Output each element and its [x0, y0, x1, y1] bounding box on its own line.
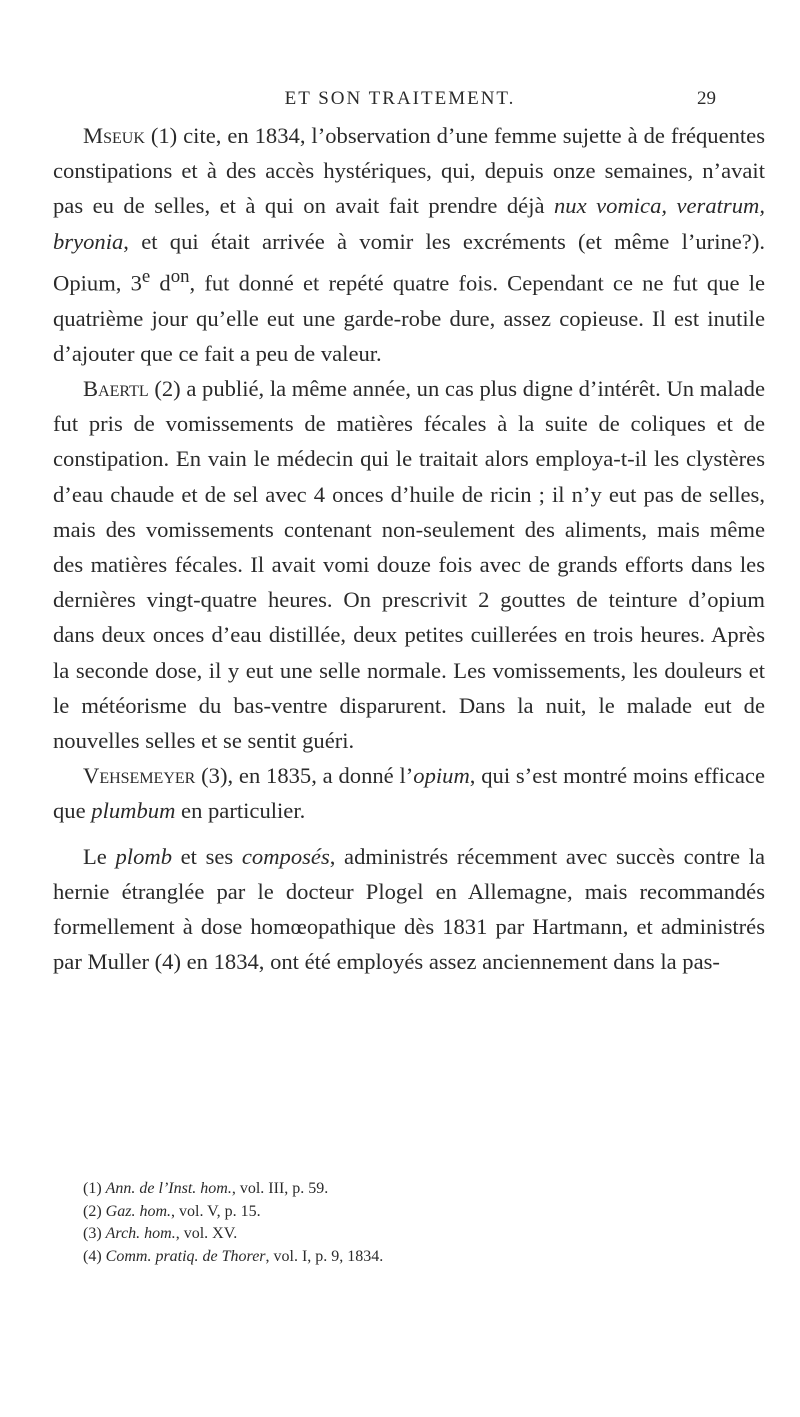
text-run: , vol. I, p. 9, 1834.	[265, 1247, 384, 1265]
text-run: , vol. XV.	[175, 1225, 238, 1242]
text-run: (1)	[83, 1180, 106, 1197]
text-run: , administrés récemment avec succès contre la hernie étranglée par le docteur Plogel en Allemagne, mais recommandés formellement à dose homœopathique dès 1831 par Hartmann, et administrés par Muller (4) en 1834, ont été employés assez anciennement dans la pas-	[53, 843, 765, 975]
page-header	[0, 88, 800, 116]
text-run: , et qui était arrivée à vomir les excréments (et même l’urine?). Opium, 3	[53, 228, 765, 296]
paragraph	[53, 118, 765, 371]
text-run: (3)	[83, 1225, 106, 1242]
text-run: , fut donné et repété quatre fois. Cependant ce ne fut que le quatrième jour qu’elle eut une garde-robe dure, assez copieuse. Il est inutile d’ajouter que ce fait a peu de valeur.	[53, 270, 765, 366]
author-name: Baertl	[83, 375, 149, 401]
author-name: Vehsemeyer	[83, 763, 196, 789]
author-name: Mseuk	[83, 123, 145, 148]
text-run: d	[150, 270, 171, 296]
paragraph	[53, 758, 765, 828]
italic-text: Arch. hom.	[105, 1225, 176, 1242]
text-run: (1) cite, en 1834, l’observation d’une femme sujette à de fréquentes constipations et à des accès hystériques, qui, depuis onze semaines, n’avait pas eu de selles, et à qui on avait fait prendre déjà	[53, 123, 765, 219]
text-run: (3), en 1835, a donné l’	[195, 763, 414, 789]
paragraph	[53, 839, 765, 980]
italic-text: Ann. de l’Inst. hom.	[105, 1180, 232, 1197]
footnotes	[83, 1178, 743, 1268]
italic-text: Gaz. hom.	[105, 1202, 171, 1220]
superscript: on	[170, 265, 190, 287]
paragraph	[53, 371, 765, 758]
text-run: Le	[83, 843, 116, 869]
italic-text: nux vomica, veratrum, bryonia	[53, 193, 765, 254]
text-run: , vol. III, p. 59.	[231, 1180, 329, 1197]
footnote	[83, 1201, 743, 1224]
text-run: (4)	[83, 1247, 106, 1265]
footnote	[83, 1246, 743, 1269]
italic-text: opium	[413, 763, 470, 789]
text-run: (2)	[83, 1202, 106, 1220]
text-run: (2) a publié, la même année, un cas plus digne d’intérêt. Un malade fut pris de vomissements de matières fécales à la suite de coliques et de constipation. En vain le médecin qui le traitait alors employa-t-il les clystères d’eau chaude et de sel avec 4 onces d’huile de ricin ; il n’y eut pas de selles, mais des vomissements contenant non-seulement des aliments, mais même des matières fécales. Il avait vomi douze fois avec de grands efforts dans les dernières vingt-quatre heures. On prescrivit 2 gouttes de teinture d’opium dans deux onces d’eau distillée, deux petites cuillerées en trois heures. Après la seconde dose, il y eut une selle normale. Les vomissements, les douleurs et le météorisme du bas-ventre disparurent. Dans la nuit, le malade eut de nouvelles selles et se sentit guéri.	[53, 375, 765, 753]
italic-text: plumbum	[91, 798, 176, 824]
italic-text: composés	[241, 843, 330, 869]
text-run: , qui s’est montré moins efficace que	[53, 763, 765, 824]
superscript: e	[141, 265, 151, 287]
italic-text: Comm. pratiq. de Thorer	[105, 1247, 266, 1265]
text-run: et ses	[171, 843, 242, 869]
text-run: , vol. V, p. 15.	[171, 1202, 261, 1220]
text-run: en particulier.	[175, 798, 306, 824]
footnote	[83, 1223, 743, 1246]
running-head: ET SON TRAITEMENT.	[284, 88, 516, 109]
italic-text: plomb	[115, 843, 172, 869]
footnote	[83, 1178, 743, 1201]
page-number: 29	[697, 88, 716, 109]
body-text	[53, 118, 765, 979]
